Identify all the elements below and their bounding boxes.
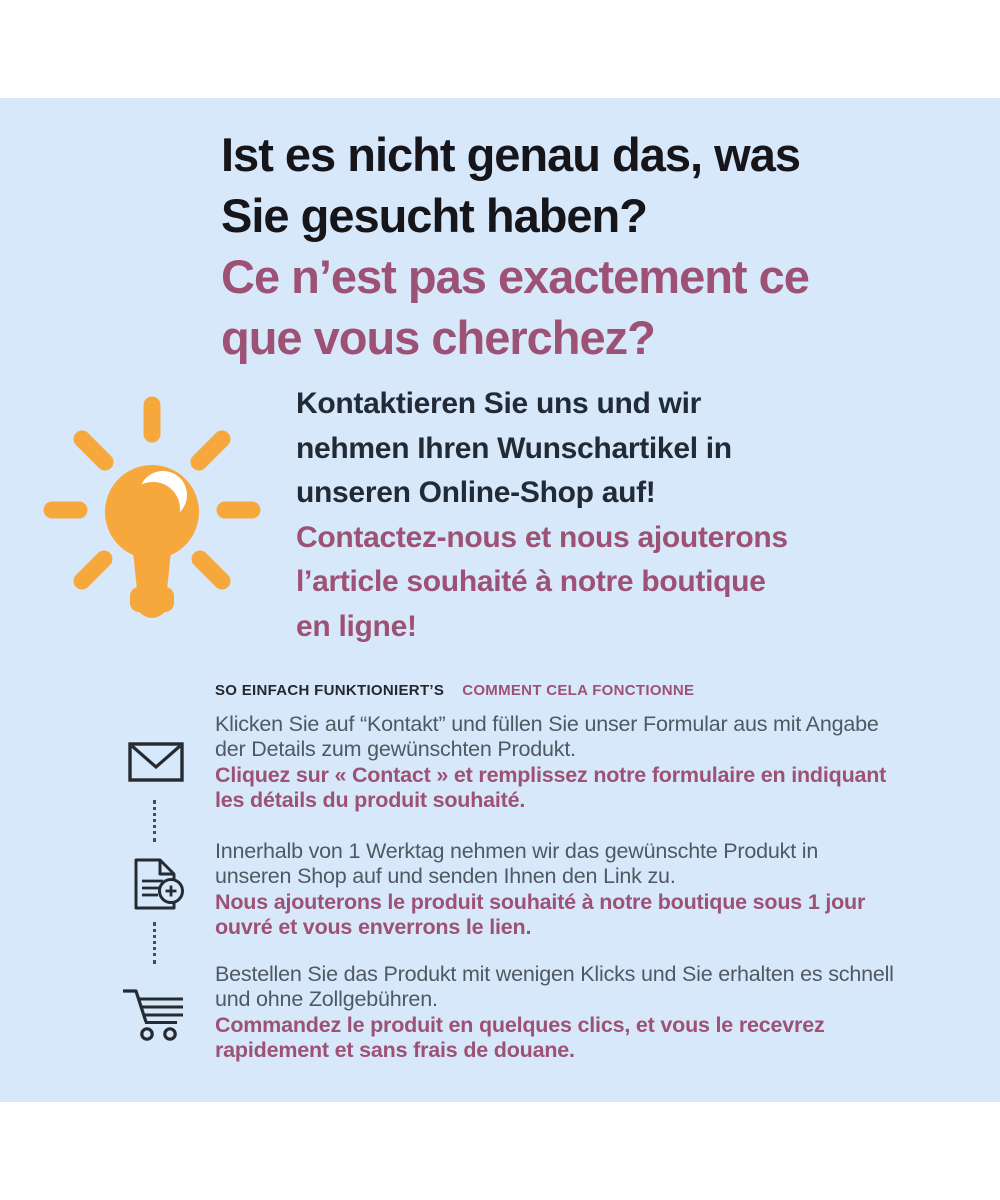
heading-fr-line: Ce n’est pas exactement ce <box>221 250 809 303</box>
step-connector-dotted-line <box>153 922 156 964</box>
step-1-fr-line: les détails du produit souhaité. <box>215 788 526 813</box>
how-it-works-header <box>215 682 694 699</box>
intro-de-line: unseren Online-Shop auf! <box>296 476 656 509</box>
heading-fr-line: que vous cherchez? <box>221 311 655 364</box>
how-it-works-title-de: SO EINFACH FUNKTIONIERT’S <box>215 682 445 699</box>
main-heading <box>221 124 809 368</box>
intro-de-line: nehmen Ihren Wunschartikel in <box>296 431 732 465</box>
step-3-text <box>215 962 894 1064</box>
step-1-text <box>215 712 886 814</box>
envelope-icon <box>127 741 185 783</box>
step-3-de-line: und ohne Zollgebühren. <box>215 987 438 1012</box>
step-1-de-line: der Details zum gewünschten Produkt. <box>215 737 576 762</box>
intro-de-line: Kontaktieren Sie uns und wir <box>296 387 701 420</box>
step-3-fr-line: rapidement et sans frais de douane. <box>215 1038 575 1063</box>
step-connector-dotted-line <box>153 800 156 842</box>
step-2-de-line: Innerhalb von 1 Werktag nehmen wir das gewünschte Produkt in <box>215 839 819 863</box>
step-1-de-line: Klicken Sie auf “Kontakt” und füllen Sie unser Formular aus mit Angabe <box>215 712 879 736</box>
intro-fr-line: Contactez-nous et nous ajouterons <box>296 520 788 554</box>
step-3-fr-line: Commandez le produit en quelques clics, et vous le recevrez <box>215 1012 825 1037</box>
shopping-cart-icon <box>120 986 186 1042</box>
heading-de-line: Ist es nicht genau das, was <box>221 128 800 181</box>
step-2-de-line: unseren Shop auf und senden Ihnen den Link zu. <box>215 864 676 889</box>
step-2-fr-line: ouvré et vous enverrons le lien. <box>215 915 532 940</box>
intro-fr-line: l’article souhaité à notre boutique <box>296 565 766 598</box>
step-1-fr-line: Cliquez sur « Contact » et remplissez notre formulaire en indiquant <box>215 762 887 787</box>
how-it-works-title-fr: COMMENT CELA FONCTIONNE <box>462 682 695 699</box>
step-2-text <box>215 839 865 941</box>
intro-fr-line: en ligne! <box>296 609 417 643</box>
lightbulb-icon <box>42 392 267 622</box>
intro-paragraph <box>296 382 788 649</box>
step-3-de-line: Bestellen Sie das Produkt mit wenigen Klicks und Sie erhalten es schnell <box>215 962 894 986</box>
heading-de-line: Sie gesucht haben? <box>221 189 647 242</box>
document-add-icon <box>126 857 186 915</box>
step-2-fr-line: Nous ajouterons le produit souhaité à notre boutique sous 1 jour <box>215 889 866 914</box>
